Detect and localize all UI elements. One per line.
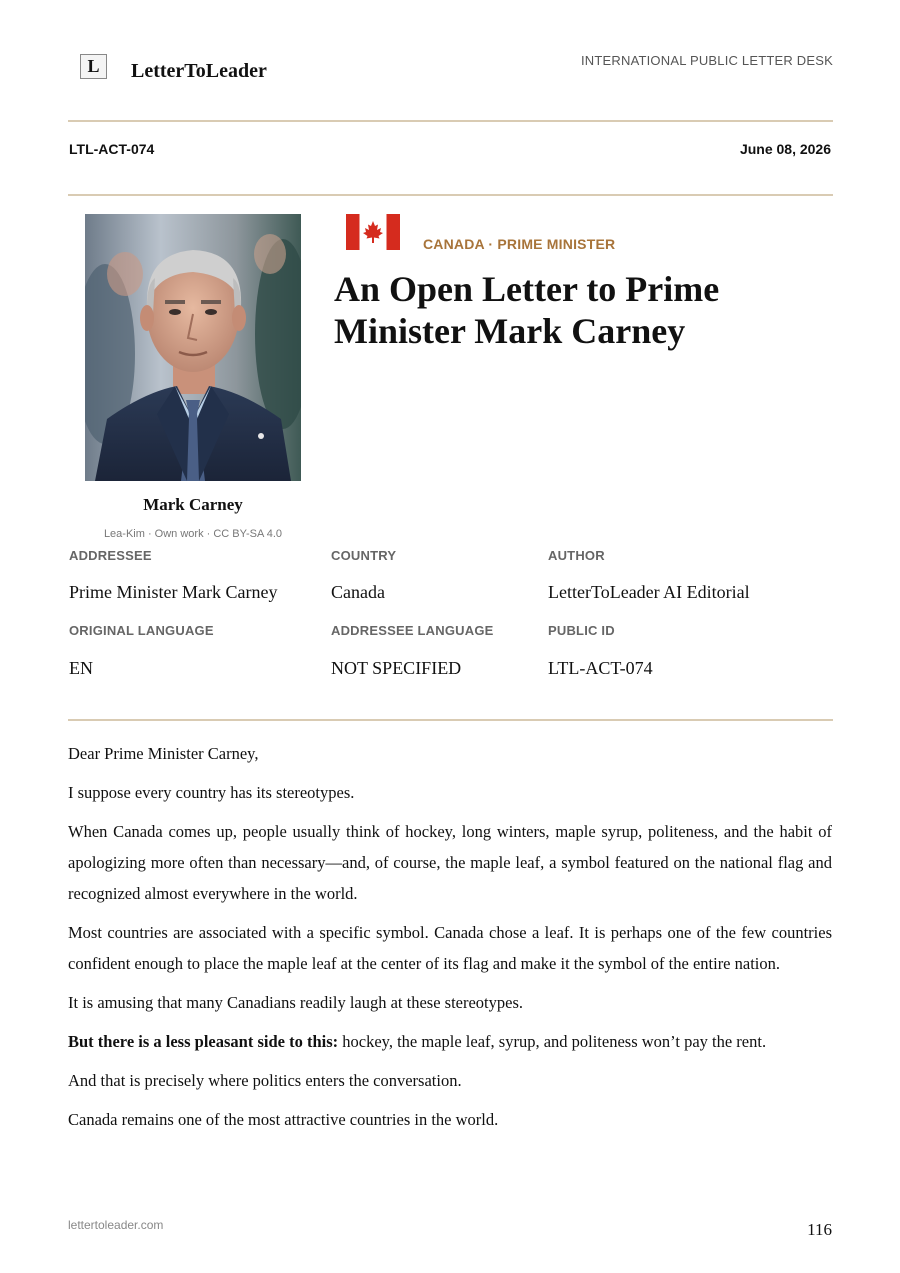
page-title: An Open Letter to Prime Minister Mark Carney: [334, 269, 720, 351]
public-id-value: LTL-ACT-074: [548, 658, 653, 678]
divider-top: [68, 120, 833, 122]
page-number: 116: [807, 1220, 832, 1239]
letter-emphasis: But there is a less pleasant side to this:: [68, 1032, 339, 1051]
divider-body: [68, 719, 833, 721]
public-id-label: PUBLIC ID: [548, 623, 615, 638]
footer-site-link[interactable]: lettertoleader.com: [68, 1218, 164, 1232]
addressee-value: Prime Minister Mark Carney: [69, 582, 278, 602]
addressee-language-label: ADDRESSEE LANGUAGE: [331, 623, 494, 638]
addressee-language-value: NOT SPECIFIED: [331, 658, 462, 678]
letter-paragraph: Most countries are associated with a specific symbol. Canada chose a leaf. It is perhaps one of the few countries confident enough to place the maple leaf at the center of its flag and make it the symbol of the entire nation.: [68, 923, 832, 973]
divider-ref: [68, 194, 833, 196]
original-language-label: ORIGINAL LANGUAGE: [69, 623, 214, 638]
letter-paragraph: Canada remains one of the most attractive countries in the world.: [68, 1110, 499, 1129]
portrait-credit: Lea-Kim · Own work · CC BY-SA 4.0: [103, 528, 283, 540]
letter-paragraph: [68, 1026, 832, 1057]
letter-id: LTL-ACT-074: [69, 141, 155, 157]
letter-paragraph-rest: hockey, the maple leaf, syrup, and politeness won’t pay the rent.: [338, 1032, 767, 1051]
brand-name[interactable]: LetterToLeader: [131, 60, 267, 82]
portrait-caption: Mark Carney: [143, 495, 243, 514]
original-language-value: EN: [69, 658, 93, 678]
portrait-image: [85, 214, 301, 481]
country-value: Canada: [331, 582, 385, 602]
addressee-label: ADDRESSEE: [69, 548, 152, 563]
country-role-label: CANADA · PRIME MINISTER: [423, 236, 616, 252]
letter-salutation: Dear Prime Minister Carney,: [68, 744, 259, 763]
canada-flag-icon: [346, 214, 400, 250]
page-header: [68, 50, 833, 90]
country-label: COUNTRY: [331, 548, 397, 563]
author-label: AUTHOR: [548, 548, 605, 563]
letter-paragraph: It is amusing that many Canadians readily laugh at these stereotypes.: [68, 993, 524, 1012]
letter-paragraph: I suppose every country has its stereotypes.: [68, 783, 355, 802]
logo-mark: L: [80, 54, 107, 79]
letter-date: June 08, 2026: [739, 141, 831, 157]
letter-paragraph: And that is precisely where politics enters the conversation.: [68, 1071, 462, 1090]
portrait-photo: [85, 214, 301, 481]
author-value: LetterToLeader AI Editorial: [548, 582, 750, 602]
letter-body: [68, 738, 832, 1143]
letter-paragraph: When Canada comes up, people usually think of hockey, long winters, maple syrup, politeness, and the habit of apologizing more often than necessary—and, of course, the maple leaf, a symbol featured on the national flag and recognized almost everywhere in the world.: [68, 822, 832, 903]
desk-label: INTERNATIONAL PUBLIC LETTER DESK: [580, 53, 833, 68]
